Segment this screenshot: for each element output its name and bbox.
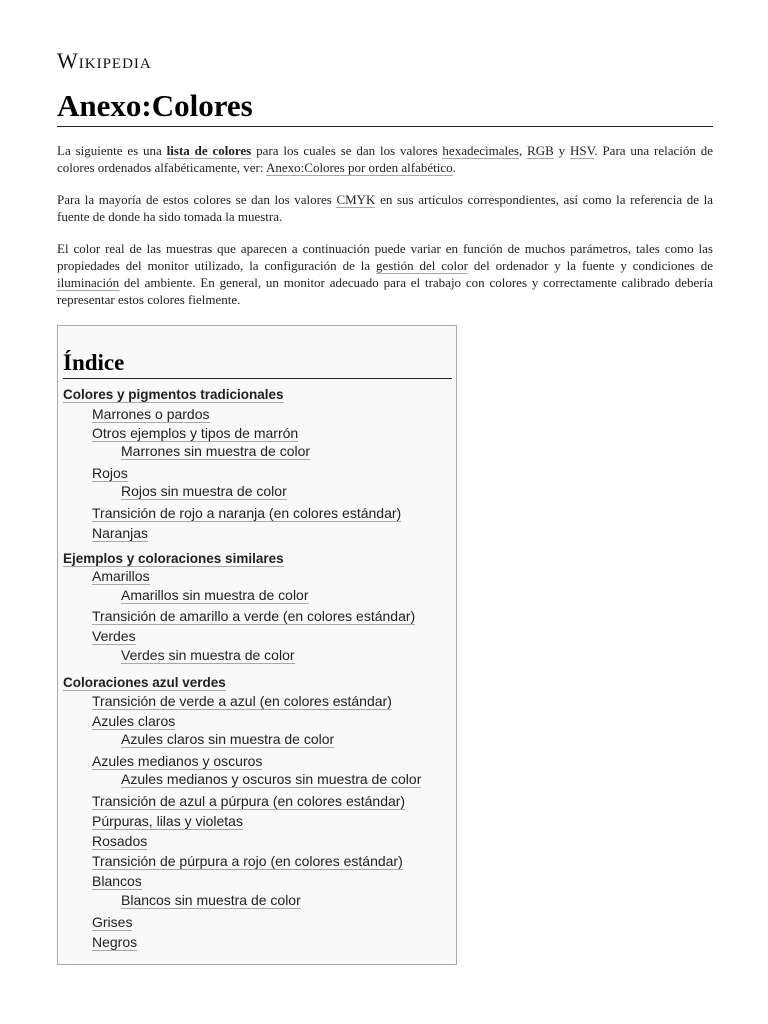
toc-item[interactable] (92, 424, 298, 442)
toc-item-label[interactable]: Amarillos sin muestra de color (121, 587, 309, 603)
toc-item-label[interactable]: Marrones o pardos (92, 406, 210, 422)
toc-item[interactable] (92, 464, 128, 482)
toc-item-label[interactable]: Colores y pigmentos tradicionales (63, 387, 284, 402)
toc-item-label[interactable]: Rosados (92, 833, 148, 849)
link-lista-de-colores[interactable]: lista de colores (166, 143, 252, 158)
link-hexadecimales[interactable]: hexadecimales (442, 143, 519, 158)
monitor-paragraph (57, 240, 713, 308)
toc-item[interactable] (92, 504, 401, 522)
toc-item-label[interactable]: Transición de amarillo a verde (en colores estándar) (92, 608, 416, 624)
p3-text: El color real de las muestras que aparecen a continuación puede variar en función de muchos parámetros, tales como las propiedades del monitor utilizado, la configuración de la (57, 241, 713, 273)
toc-item-label[interactable]: Púrpuras, lilas y violetas (92, 813, 243, 829)
p1-text: . Para una relación de colores ordenados alfabéticamente, ver: (57, 143, 714, 175)
link-hsv[interactable]: HSV (570, 143, 595, 158)
toc-item[interactable] (63, 385, 284, 404)
toc-item[interactable] (92, 933, 137, 951)
toc-item[interactable] (121, 730, 334, 748)
toc-item-label[interactable]: Naranjas (92, 525, 149, 541)
toc-item[interactable] (121, 586, 309, 604)
toc-item-label[interactable]: Rojos sin muestra de color (121, 483, 287, 499)
toc-item[interactable] (92, 607, 415, 625)
link-iluminacion[interactable]: iluminación (57, 275, 120, 290)
wikipedia-logo[interactable]: Wikipedia (57, 48, 152, 73)
toc-item[interactable] (92, 832, 147, 850)
toc-item[interactable] (92, 792, 405, 810)
link-anexo-orden-alfabetico[interactable]: Anexo:Colores por orden alfabético (266, 160, 453, 175)
toc-item[interactable] (92, 872, 142, 890)
toc-item-label[interactable]: Transición de púrpura a rojo (en colores estándar) (92, 853, 403, 869)
toc-item-label[interactable]: Transición de rojo a naranja (en colores estándar) (92, 505, 402, 521)
toc-item[interactable] (92, 752, 262, 770)
toc-item[interactable] (121, 891, 301, 909)
p1-text: . (452, 160, 456, 175)
table-of-contents (57, 325, 457, 965)
toc-item-label[interactable]: Azules medianos y oscuros (92, 753, 263, 769)
p2-text: en sus artículos correspondientes, así como la referencia de la fuente de donde ha sido tomada la muestra. (57, 192, 713, 224)
toc-item-label[interactable]: Transición de azul a púrpura (en colores estándar) (92, 793, 406, 809)
toc-item[interactable] (92, 627, 136, 645)
toc-item-label[interactable]: Blancos sin muestra de color (121, 892, 301, 908)
toc-item-label[interactable]: Grises (92, 914, 133, 930)
toc-item[interactable] (92, 692, 392, 710)
toc-item-label[interactable]: Azules claros (92, 713, 176, 729)
toc-item[interactable] (63, 673, 226, 692)
toc-item[interactable] (92, 567, 150, 585)
p2-text: Para la mayoría de estos colores se dan los valores (57, 192, 337, 207)
toc-item-label[interactable]: Coloraciones azul verdes (63, 675, 226, 690)
toc-item[interactable] (92, 524, 148, 542)
toc-item[interactable] (121, 442, 310, 460)
toc-item-label[interactable]: Negros (92, 934, 138, 950)
toc-item-label[interactable]: Azules claros sin muestra de color (121, 731, 335, 747)
toc-item-label[interactable]: Blancos (92, 873, 142, 889)
toc-item[interactable] (92, 405, 210, 423)
toc-item-label[interactable]: Rojos (92, 465, 128, 481)
link-rgb[interactable]: RGB (527, 143, 554, 158)
toc-item[interactable] (63, 549, 284, 568)
toc-item-label[interactable]: Marrones sin muestra de color (121, 443, 311, 459)
toc-item-label[interactable]: Transición de verde a azul (en colores estándar) (92, 693, 392, 709)
link-gestion-del-color[interactable]: gestión del color (376, 258, 468, 273)
toc-item-label[interactable]: Azules medianos y oscuros sin muestra de color (121, 771, 422, 787)
p1-text: para los cuales se dan los valores (251, 143, 443, 158)
page-title: Anexo:Colores (57, 86, 713, 127)
toc-item[interactable] (121, 770, 421, 788)
toc-item[interactable] (92, 712, 175, 730)
toc-item[interactable] (121, 646, 295, 664)
toc-item-label[interactable]: Ejemplos y coloraciones similares (63, 551, 284, 566)
intro-paragraph (57, 142, 713, 176)
toc-item-label[interactable]: Amarillos (92, 568, 150, 584)
p1-text: , (518, 143, 528, 158)
toc-item[interactable] (92, 913, 132, 931)
p3-text: del ordenador y la fuente y condiciones de (467, 258, 713, 273)
p3-text: del ambiente. En general, un monitor adecuado para el trabajo con colores y correctamente calibrado debería representar estos colores fielmente. (57, 275, 713, 307)
p1-text: La siguiente es una (57, 143, 167, 158)
toc-item-label[interactable]: Verdes sin muestra de color (121, 647, 295, 663)
p1-text: y (553, 143, 570, 158)
cmyk-paragraph (57, 191, 713, 225)
link-cmyk[interactable]: CMYK (336, 192, 376, 207)
toc-item[interactable] (92, 812, 243, 830)
toc-item-label[interactable]: Otros ejemplos y tipos de marrón (92, 425, 299, 441)
toc-item[interactable] (121, 482, 287, 500)
toc-item-label[interactable]: Verdes (92, 628, 136, 644)
toc-title: Índice (63, 348, 452, 379)
toc-item[interactable] (92, 852, 403, 870)
